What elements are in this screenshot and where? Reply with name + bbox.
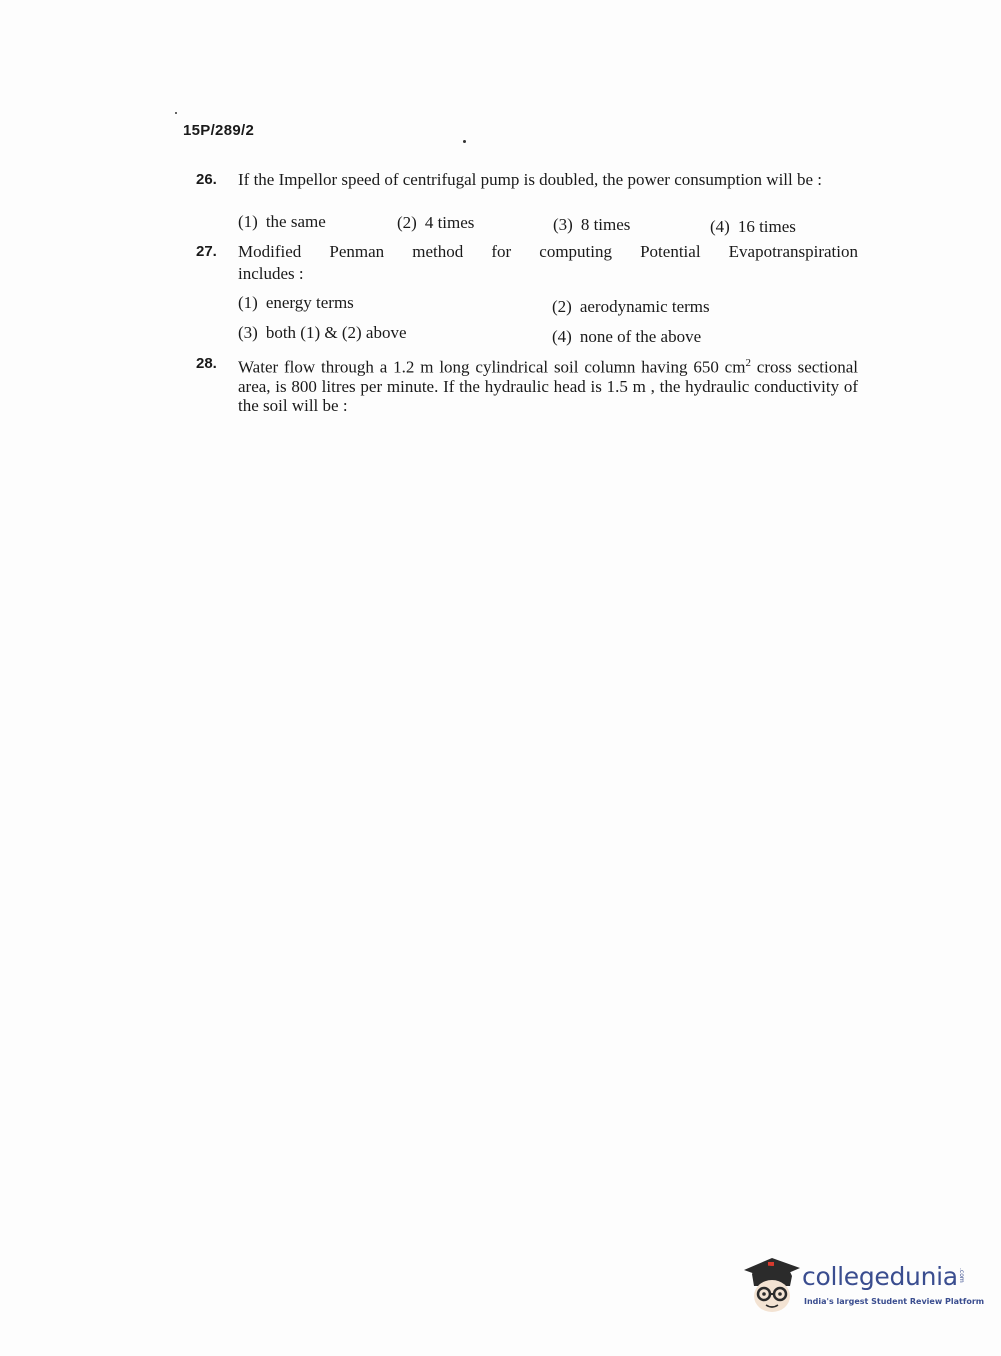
question-text-line2: includes : (238, 264, 304, 283)
logo-wordmark: collegedunia (802, 1262, 958, 1291)
option-number: (1) (238, 212, 258, 231)
question-26 (196, 170, 858, 189)
collegedunia-logo (742, 1250, 985, 1320)
option-text: both (1) & (2) above (265, 323, 407, 342)
option-text: 8 times (580, 215, 631, 234)
scan-speck (175, 112, 177, 114)
option-number: (3) (553, 215, 573, 234)
option-26-3 (553, 215, 630, 235)
option-27-1 (238, 293, 354, 313)
option-27-3 (238, 323, 407, 343)
option-number: (3) (238, 323, 258, 342)
option-26-4 (710, 217, 796, 237)
option-number: (4) (710, 217, 730, 236)
option-number: (2) (397, 213, 417, 232)
option-26-2 (397, 213, 474, 233)
scan-speck (463, 140, 466, 143)
option-27-2 (552, 297, 710, 317)
question-text-part1: Water flow through a 1.2 m long cylindrical soil column having 650 cm (238, 357, 746, 377)
question-27 (196, 242, 858, 283)
option-text: 4 times (424, 213, 475, 232)
option-number: (4) (552, 327, 572, 346)
option-27-4 (552, 327, 701, 347)
option-text: the same (265, 212, 326, 231)
question-28 (196, 354, 858, 415)
logo-suffix: .com (958, 1268, 965, 1283)
mascot-icon (742, 1252, 804, 1318)
question-number: 28. (196, 355, 217, 372)
option-26-1 (238, 212, 326, 232)
option-text: 16 times (737, 217, 796, 236)
question-text-part2: cross sectional area, is 800 litres per minute. If the hydraulic head is 1.5 m , the hydraulic conductivity of the soil will be : (238, 357, 858, 415)
option-text: none of the above (579, 327, 702, 346)
superscript: 2 (745, 357, 751, 369)
logo-tagline: India's largest Student Review Platform (804, 1297, 985, 1306)
option-text: energy terms (265, 293, 354, 312)
question-text-line1: Modified Penman method for computing Potential Evapotranspiration (238, 242, 858, 261)
question-number: 27. (196, 243, 217, 260)
option-text: aerodynamic terms (579, 297, 710, 316)
question-text (238, 354, 858, 415)
paper-code: 15P/289/2 (183, 122, 255, 139)
question-number: 26. (196, 171, 217, 188)
option-number: (2) (552, 297, 572, 316)
option-number: (1) (238, 293, 258, 312)
question-text: If the Impellor speed of centrifugal pump is doubled, the power consumption will be : (238, 170, 823, 189)
